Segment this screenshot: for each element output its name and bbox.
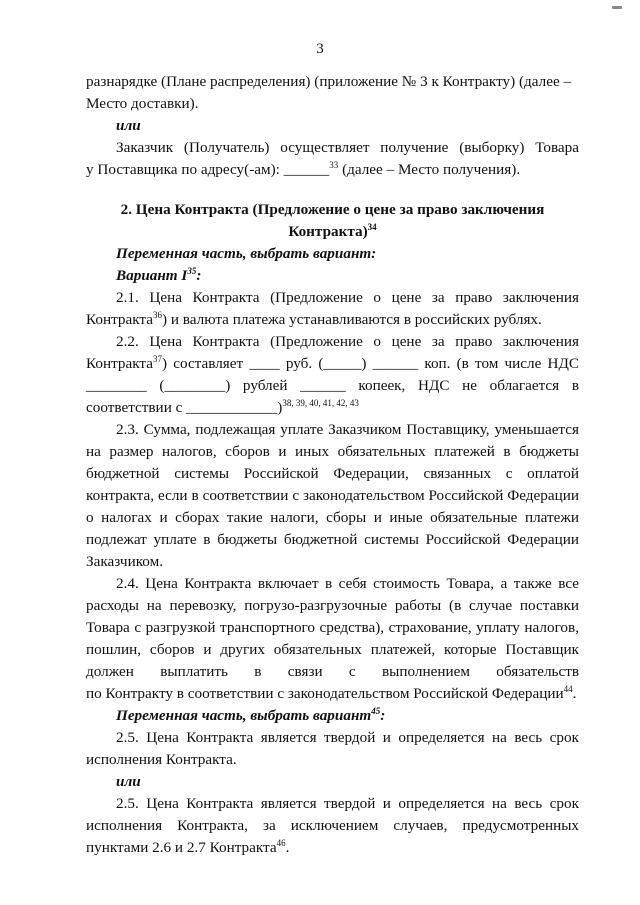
text-line: бюджетной системы Российской Федерации, связанных с оплатой (86, 465, 579, 482)
text-span: Переменная часть, выбрать вариант (116, 707, 372, 724)
text-line: расходы на перевозку, погрузо-разгрузочные работы (в случае поставки (86, 597, 579, 614)
text-line: пошлин, сборов и других обязательных платежей, которые Поставщик (86, 641, 579, 658)
text-line: подлежат уплате в бюджеты бюджетной системы Российской Федерации (86, 531, 579, 548)
footnote-ref: 45 (371, 706, 381, 716)
text-span: Контракта (86, 311, 153, 328)
text-span: соответствии с ____________) (86, 399, 283, 416)
text-span: (далее – Место получения). (338, 161, 521, 178)
footnote-ref: 44 (563, 684, 573, 694)
text-span: Вариант I (116, 267, 188, 284)
text-span: . (572, 685, 577, 702)
footnote-ref: 35 (187, 266, 197, 276)
text-line: исполнения Контракта, за исключением случаев, предусмотренных (86, 817, 579, 834)
text-span: Контракта (86, 355, 153, 372)
scan-mark (612, 6, 622, 9)
footnote-ref: 34 (367, 222, 377, 232)
text-line: 2.5. Цена Контракта является твердой и определяется на весь срок (116, 795, 579, 812)
text-span: : (380, 707, 386, 724)
footnote-ref: 46 (276, 838, 286, 848)
text-line: 2.4. Цена Контракта включает в себя стоимость Товара, а также все (116, 575, 579, 592)
footnote-ref: 33 (329, 160, 339, 170)
variant-heading: Переменная часть, выбрать вариант: (116, 245, 377, 262)
text-line: 2.2. Цена Контракта (Предложение о цене за право заключения (116, 333, 579, 350)
text-span: пунктами 2.6 и 2.7 Контракта (86, 839, 277, 856)
text-line: 2.3. Сумма, подлежащая уплате Заказчиком Поставщику, уменьшается (116, 421, 579, 438)
text-span: у Поставщика по адресу(-ам): ______ (86, 161, 330, 178)
text-line (86, 161, 579, 179)
text-line: должен выплатить в связи с выполнением обязательств (86, 663, 579, 680)
text-line: Место доставки). (86, 95, 199, 112)
text-line: Заказчиком. (86, 553, 164, 570)
text-span: . (285, 839, 290, 856)
text-line: Заказчик (Получатель) осуществляет получение (выборку) Товара (116, 139, 579, 156)
text-span: ) составляет ____ руб. (_____) ______ коп. (в том числе НДС (162, 355, 579, 372)
text-line: о налогах и сборах такие налоги, сборы и иные обязательные платежи (86, 509, 579, 526)
text-span: ) и валюта платежа устанавливаются в российских рублях. (162, 311, 542, 328)
text-line: разнарядке (Плане распределения) (приложение № 3 к Контракту) (далее – (86, 73, 572, 90)
section-title (86, 223, 579, 241)
text-line (86, 685, 579, 703)
footnote-ref: 38, 39, 40, 41, 42, 43 (282, 398, 359, 408)
variant-heading (116, 707, 579, 725)
text-line: контракта, если в соответствии с законодательством Российской Федерации (86, 487, 579, 504)
text-line: ________ (________) рублей ______ копеек, НДС не облагается в (86, 377, 579, 394)
text-line (86, 839, 579, 857)
variant-or-label: или (116, 773, 141, 790)
variant-or-label: или (116, 117, 141, 134)
footnote-ref: 36 (153, 310, 162, 320)
text-line: Товара с разгрузкой транспортного средства), страхование, уплату налогов, (86, 619, 579, 636)
section-title: 2. Цена Контракта (Предложение о цене за право заключения (120, 201, 545, 218)
text-line (86, 355, 579, 373)
text-span: по Контракту в соответствии с законодательством Российской Федерации (86, 685, 564, 702)
text-line: 2.5. Цена Контракта является твердой и определяется на весь срок (116, 729, 579, 746)
footnote-ref: 37 (153, 354, 162, 364)
text-span: : (196, 267, 202, 284)
text-line (86, 311, 579, 329)
text-line (86, 399, 579, 417)
text-span: Контракта) (288, 223, 368, 240)
page-number: 3 (316, 41, 324, 57)
text-line: исполнения Контракта. (86, 751, 237, 768)
text-line: на размер налогов, сборов и иных обязательных платежей в бюджеты (86, 443, 579, 460)
text-line: 2.1. Цена Контракта (Предложение о цене за право заключения (116, 289, 579, 306)
variant-heading (116, 267, 579, 285)
